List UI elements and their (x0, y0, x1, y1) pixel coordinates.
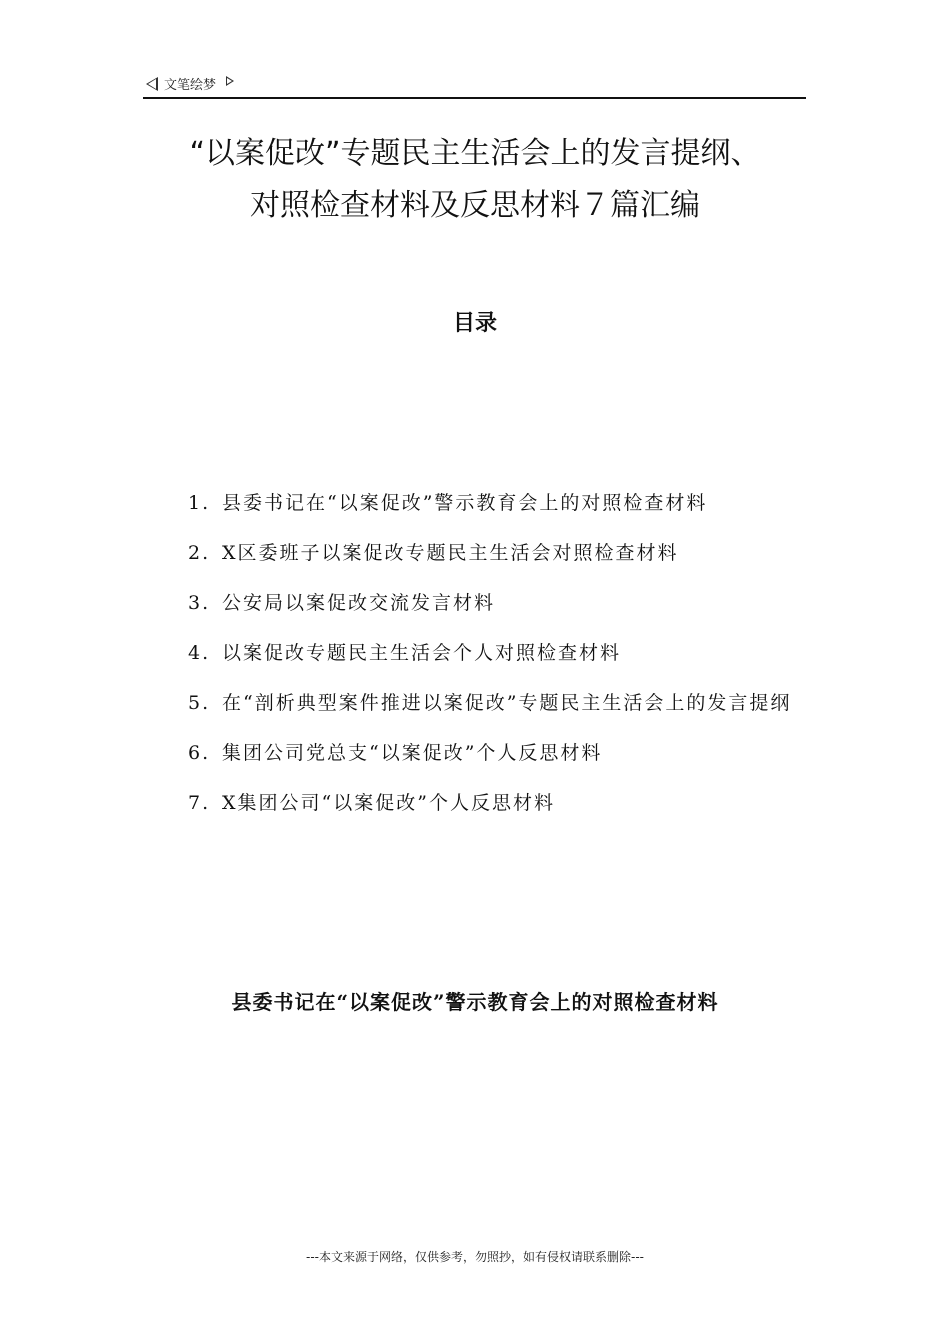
header-rule (143, 97, 806, 99)
section-heading: 县委书记在“以案促改”警示教育会上的对照检查材料 (231, 990, 719, 1014)
page-footer: ---本文来源于网络，仅供参考，勿照抄，如有侵权请联系删除--- (306, 1250, 644, 1264)
toc-item-text: 以案促改专题民主生活会个人对照检查材料 (222, 642, 622, 664)
toc-item-number: 4. (188, 642, 211, 664)
toc-item-text: X区委班子以案促改专题民主生活会对照检查材料 (222, 542, 679, 564)
table-of-contents (188, 478, 813, 828)
triangle-left-outline-icon (146, 77, 158, 91)
header-brand: 文笔绘梦 (164, 78, 217, 93)
toc-item-text: 在“剖析典型案件推进以案促改”专题民主生活会上的发言提纲 (222, 692, 792, 714)
toc-item[interactable] (188, 528, 813, 578)
toc-item[interactable] (188, 628, 813, 678)
toc-item-number: 3. (188, 592, 211, 614)
toc-item[interactable] (188, 778, 813, 828)
title-line-1: “以案促改”专题民主生活会上的发言提纲、 (189, 136, 761, 171)
toc-item[interactable] (188, 678, 813, 728)
toc-heading: 目录 (452, 311, 497, 336)
toc-item-text: 公安局以案促改交流发言材料 (222, 592, 496, 614)
toc-item-number: 5. (188, 692, 211, 714)
toc-item[interactable] (188, 728, 813, 778)
toc-item-text: X集团公司“以案促改”个人反思材料 (222, 792, 555, 814)
toc-item-text: 县委书记在“以案促改”警示教育会上的对照检查材料 (222, 492, 708, 514)
toc-item-number: 1. (188, 492, 211, 514)
toc-item-number: 6. (188, 742, 211, 764)
toc-item[interactable] (188, 478, 813, 528)
toc-item-text: 集团公司党总支“以案促改”个人反思材料 (222, 742, 603, 764)
toc-item-number: 2. (188, 542, 211, 564)
triangle-right-outline-icon (226, 76, 234, 86)
document-title (100, 128, 850, 232)
toc-item[interactable] (188, 578, 813, 628)
toc-item-number: 7. (188, 792, 211, 814)
page-header (146, 74, 234, 93)
title-line-2: 对照检查材料及反思材料７篇汇编 (250, 188, 700, 223)
